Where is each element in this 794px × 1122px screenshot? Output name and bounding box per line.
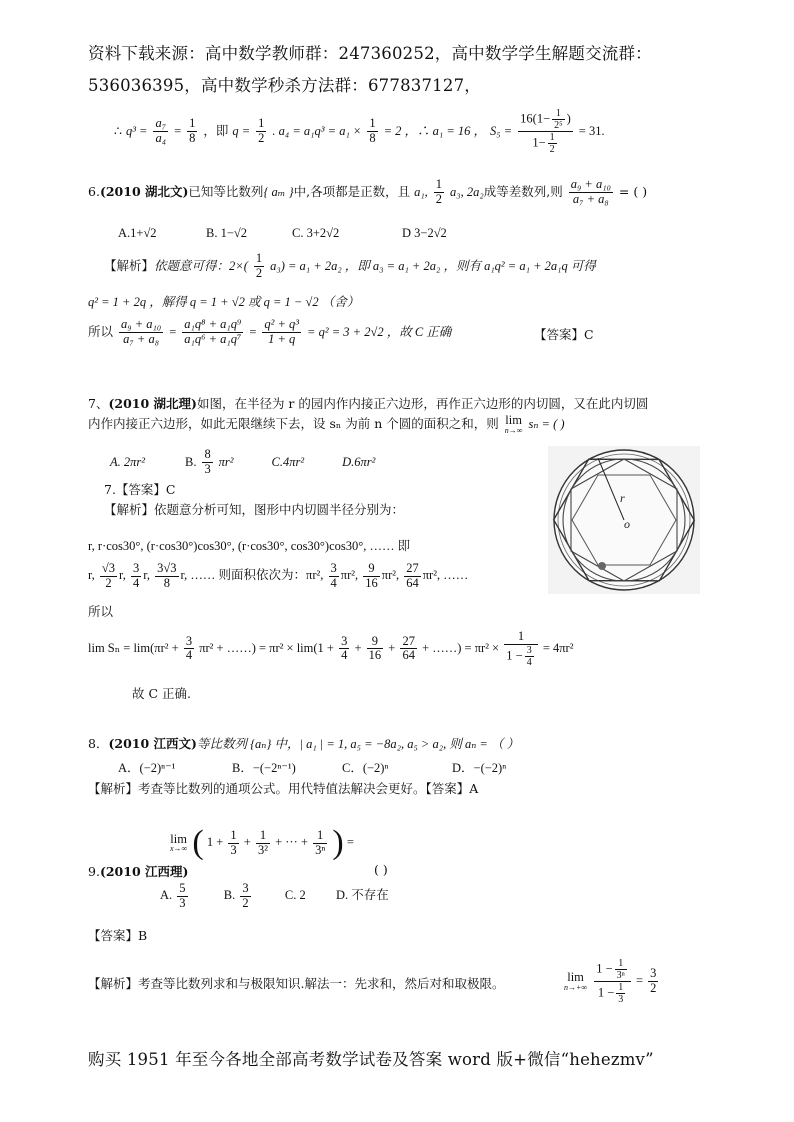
q7-limit-expression: lim Sₙ = lim(πr² + $\frac{3}{4}$ πr² + ……) = πr² × lim(1 + $\frac{3}{4}$ + $\frac{9}{16}$ + $\frac{27}{64}$ + ……) = πr² × 1 1 − $\frac{3}{4}$ = 4πr² — [88, 629, 574, 668]
q9-analysis-limit: lim n→+∞ 1 − $\frac{1}{\text{3ⁿ}}$ 1 − $\frac{1}{3}$ = $\frac{3}{2}$ — [564, 958, 657, 1005]
q7-answer: 7.【答案】C — [104, 482, 176, 497]
q6-answer: 【答案】C — [534, 327, 594, 342]
q7-options: A. 2πr² B. $\frac{8}{3}$ πr² C.4πr² D.6πr² — [110, 447, 376, 476]
q7-suoyi: 所以 — [88, 604, 114, 619]
fraction: $\frac{\text{a₉ + a₁₀}}{\text{a₇ + a₈}}$ — [570, 177, 611, 206]
q6-option-c: C. 3+2√2 — [292, 226, 340, 240]
q7-analysis-2: r, r·cos30°, (r·cos30°)cos30°, (r·cos30°, cos30°)cos30°, …… 即 — [88, 539, 411, 553]
q7-analysis-3: r, $\frac{√3}{2}$ r, $\frac{3}{4}$ r, $\frac{3√3}{8}$ r, …… 则面积依次为：πr², $\frac{3}{4}$ πr², $\frac{9}{16}$ πr², $\frac{27}{64}$ πr², …… — [88, 561, 469, 590]
q7-stem-1: 7、(2010 湖北理)如图，在半径为 r 的园内作内接正六边形，再作正六边形的内切圆，又在此内切圆 — [88, 396, 649, 411]
radius-label: r — [620, 491, 625, 505]
q9-options: A. $\frac{5}{3}$ B. $\frac{3}{2}$ C. 2 D. 不存在 — [160, 881, 389, 910]
figure-mark — [598, 562, 606, 570]
q6-stem: 6.(2010 湖北文)已知等比数列{ aₘ }中,各项都是正数，且 a₁, $\frac{1}{2}$ a₃, 2a₂成等差数列,则 $\frac{\text{a₉ + a₁₀}}{\text{a₇ + a₈}}$ = ( ) — [88, 177, 648, 206]
fraction: $\frac{\text{a₇}}{\text{a₄}}$ — [155, 116, 167, 145]
q6-option-b: B. 1−√2 — [206, 226, 247, 240]
q9-analysis: 【解析】考查等比数列求和与极限知识.解法一：先求和，然后对和取极限。 — [88, 976, 505, 991]
top-solution: ∴ q³ = $\frac{\text{a₇}}{\text{a₄}}$ = $\frac{1}{8}$ ，即 q = $\frac{1}{2}$ . a₄ = a₁q³ = a₁ × $\frac{1}{8}$ = 2 ，∴ a₁ = 16 ， S₅ = 16(1− $\frac{1}{\text{2⁵}}$ ) 1− $\frac{1}{2}$ = 31. — [114, 108, 605, 155]
q6-analysis-1: 【解析】依题意可得：2×( $\frac{1}{2}$ a₃) = a₁ + 2a₂ ，即 a₃ = a₁ + 2a₂ ，则有 a₁q² = a₁ + 2a₁q 可得 — [104, 251, 596, 280]
q9-answer: 【答案】B — [88, 928, 148, 943]
center-label: o — [624, 517, 630, 531]
q9-label: 9.(2010 江西理) — [88, 864, 189, 879]
q7-stem-2: 内作内接正六边形，如此无限继续下去，设 sₙ 为前 n 个圆的面积之和，则 lim n→∞ sₙ = ( ) — [88, 413, 565, 435]
q8-analysis: 【解析】考查等比数列的通项公式。用代特值法解决会更好。【答案】A — [88, 781, 479, 796]
q7-conclusion: 故 C 正确. — [132, 686, 191, 701]
fraction: $\frac{1}{2}$ — [435, 177, 443, 206]
q8-stem: 8．(2010 江西文)等比数列 {aₙ} 中，| a₁ | = 1, a₅ = −8a₂, a₅ > a₂, 则 aₙ = （ ） — [88, 736, 520, 751]
header-line-1: 资料下载来源：高中数学教师群：247360252，高中数学学生解题交流群： — [88, 44, 652, 63]
q6-analysis-3: 所以 $\frac{\text{a₉ + a₁₀}}{\text{a₇ + a₈}}$ = $\frac{\text{a₁q⁸ + a₁q⁹}}{\text{a₁q⁶ + a₁q⁷}}$ = $\frac{\text{q² + q³}}{1 + q}$ = q² = 3 + 2√2 ，故 C 正确 — [88, 317, 452, 346]
footer-text: 购买 1951 年至今各地全部高考数学试卷及答案 word 版+微信“hehezmv” — [88, 1050, 654, 1069]
q8-option-c: C．(−2)ⁿ — [342, 761, 389, 775]
q9-expression: lim x→∞ ( 1 + $\frac{1}{3}$ + $\frac{1}{\text{3²}}$ + ··· + $\frac{1}{\text{3ⁿ}}$ ) = — [170, 824, 354, 861]
q8-option-d: D．−(−2)ⁿ — [452, 761, 507, 775]
fraction: $\frac{1}{8}$ — [369, 116, 376, 145]
q9-paren: ( ) — [374, 862, 388, 877]
q8-option-b: B．−(−2ⁿ⁻¹) — [232, 761, 296, 775]
q8-option-a: A．(−2)ⁿ⁻¹ — [118, 761, 176, 775]
q7-analysis-1: 【解析】依题意分析可知，图形中内切圆半径分别为： — [104, 502, 405, 517]
q6-analysis-2: q² = 1 + 2q ，解得 q = 1 + √2 或 q = 1 − √2 （舍） — [88, 295, 360, 309]
fraction: $\frac{1}{2}$ — [258, 116, 265, 145]
s5-fraction: 16(1− $\frac{1}{\text{2⁵}}$ ) 1− $\frac{1}{2}$ — [520, 108, 571, 155]
fraction: $\frac{1}{8}$ — [189, 116, 196, 145]
hexagon-circle-figure — [548, 446, 700, 594]
q6-option-a: A.1+√2 — [118, 226, 157, 240]
q6-option-d: D 3−2√2 — [402, 226, 447, 240]
header-line-2: 536036395，高中数学秒杀方法群：677837127， — [88, 76, 481, 95]
